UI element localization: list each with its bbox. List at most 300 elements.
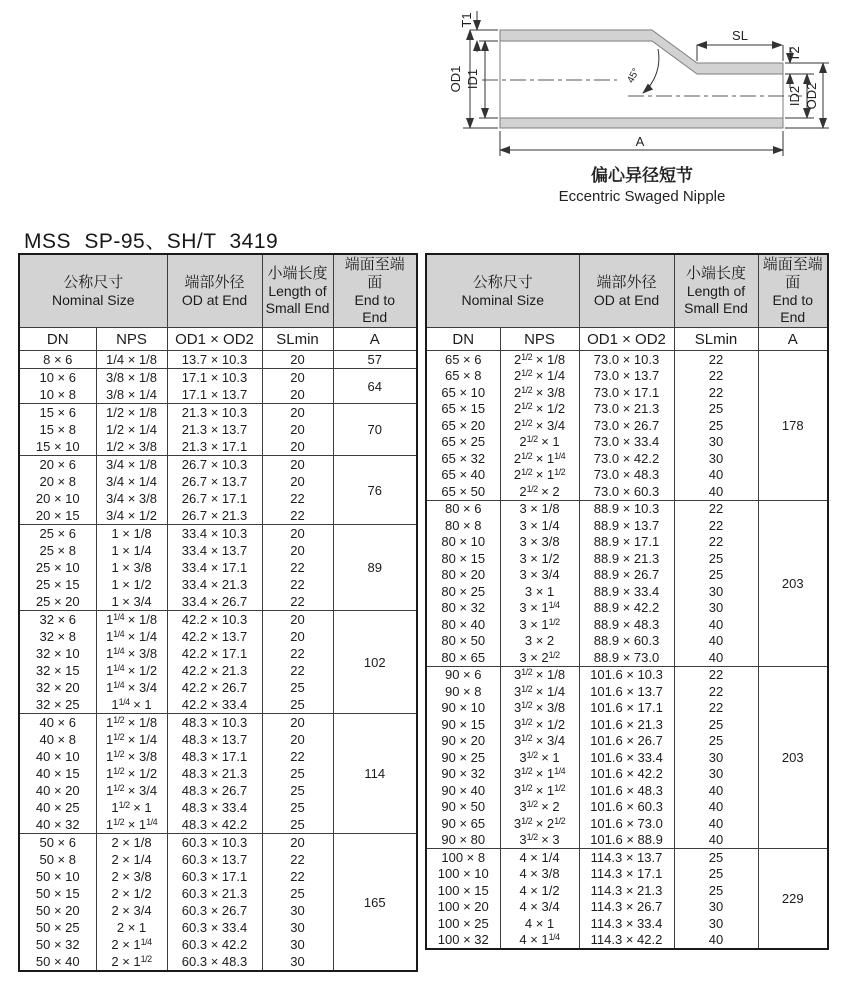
table-subheader-row	[426, 328, 828, 351]
col-header-small-end-length	[674, 254, 758, 328]
od-cell: 73.0 × 26.7	[579, 417, 674, 434]
od-cell: 101.6 × 48.3	[579, 782, 674, 799]
nps-cell: $1^{1/2} \times 1/2$	[96, 765, 167, 782]
od-cell: 33.4 × 21.3	[167, 576, 262, 593]
subheader-a: A	[333, 328, 417, 351]
nps-cell: $1^{1/2} \times 3/8$	[96, 748, 167, 765]
od-cell: 101.6 × 13.7	[579, 683, 674, 700]
od-cell: 88.9 × 60.3	[579, 633, 674, 650]
header-zh: 公称尺寸	[63, 273, 124, 291]
dn-cell: 20 × 10	[19, 490, 96, 507]
subheader-nps: NPS	[96, 328, 167, 351]
slmin-cell: 30	[674, 450, 758, 467]
nps-cell: $2 \times 1^{1/4}$	[96, 936, 167, 953]
table-header-row	[426, 254, 828, 328]
end-to-end-cell: 64	[333, 369, 417, 404]
header-en: OD at End	[181, 291, 248, 308]
od-cell: 73.0 × 10.3	[579, 351, 674, 368]
slmin-cell: 20	[262, 386, 333, 404]
dn-cell: 25 × 6	[19, 525, 96, 543]
dn-cell: 40 × 32	[19, 816, 96, 834]
dn-cell: 100 × 20	[426, 899, 500, 916]
subheader-nps: NPS	[500, 328, 579, 351]
nps-cell: $3^{1/2} \times 3$	[500, 832, 579, 849]
end-to-end-cell: 76	[333, 456, 417, 525]
od-cell: 26.7 × 10.3	[167, 456, 262, 474]
od-cell: 101.6 × 17.1	[579, 700, 674, 717]
slmin-cell: 20	[262, 525, 333, 543]
od-cell: 48.3 × 10.3	[167, 714, 262, 732]
nps-cell: 3 × 1/8	[500, 500, 579, 517]
nps-cell: 1 × 3/8	[96, 559, 167, 576]
dn-cell: 20 × 6	[19, 456, 96, 474]
nps-cell: $2^{1/2} \times 3/4$	[500, 417, 579, 434]
slmin-cell: 22	[674, 351, 758, 368]
slmin-cell: 22	[674, 534, 758, 551]
dn-cell: 65 × 50	[426, 483, 500, 500]
header-zh: 端面至端面	[344, 256, 405, 291]
od-cell: 88.9 × 10.3	[579, 500, 674, 517]
nps-cell: $1^{1/2} \times 1/8$	[96, 714, 167, 732]
nps-cell: $2^{1/2} \times 1$	[500, 434, 579, 451]
nps-cell: $1^{1/4} \times 1/8$	[96, 611, 167, 629]
dn-cell: 80 × 6	[426, 500, 500, 517]
dn-cell: 90 × 8	[426, 683, 500, 700]
od-cell: 101.6 × 73.0	[579, 815, 674, 832]
table-row	[19, 525, 417, 543]
dn-cell: 90 × 80	[426, 832, 500, 849]
dn-cell: 40 × 10	[19, 748, 96, 765]
slmin-cell: 25	[262, 799, 333, 816]
od-cell: 48.3 × 17.1	[167, 748, 262, 765]
end-to-end-cell: 229	[758, 849, 828, 950]
nps-cell: $2^{1/2} \times 1/4$	[500, 368, 579, 385]
subheader-dn: DN	[19, 328, 96, 351]
dn-cell: 65 × 8	[426, 368, 500, 385]
dn-cell: 65 × 40	[426, 467, 500, 484]
dn-cell: 10 × 8	[19, 386, 96, 404]
od-cell: 114.3 × 17.1	[579, 866, 674, 883]
dn-cell: 8 × 6	[19, 351, 96, 369]
od-cell: 73.0 × 21.3	[579, 401, 674, 418]
nps-cell: 4 × 1/2	[500, 882, 579, 899]
slmin-cell: 22	[262, 507, 333, 525]
od-cell: 60.3 × 48.3	[167, 953, 262, 971]
dn-cell: 10 × 6	[19, 369, 96, 387]
nps-cell: $2^{1/2} \times 1^{1/2}$	[500, 467, 579, 484]
subheader-od1xod2: OD1 × OD2	[167, 328, 262, 351]
nps-cell: $3^{1/2} \times 1$	[500, 749, 579, 766]
nps-cell: 3 × 1/2	[500, 550, 579, 567]
nps-cell: 2 × 3/4	[96, 902, 167, 919]
dn-cell: 90 × 15	[426, 716, 500, 733]
od-cell: 26.7 × 21.3	[167, 507, 262, 525]
nps-cell: 3/8 × 1/8	[96, 369, 167, 387]
dn-cell: 40 × 20	[19, 782, 96, 799]
table-row	[19, 714, 417, 732]
slmin-cell: 22	[674, 683, 758, 700]
od-cell: 26.7 × 13.7	[167, 473, 262, 490]
slmin-cell: 30	[262, 919, 333, 936]
od-cell: 60.3 × 42.2	[167, 936, 262, 953]
nps-cell: $3 \times 2^{1/2}$	[500, 649, 579, 666]
slmin-cell: 22	[262, 645, 333, 662]
od-cell: 73.0 × 60.3	[579, 483, 674, 500]
dn-cell: 25 × 20	[19, 593, 96, 611]
dn-cell: 80 × 50	[426, 633, 500, 650]
dn-cell: 80 × 32	[426, 600, 500, 617]
od-cell: 114.3 × 26.7	[579, 899, 674, 916]
dim-label-od2: OD2	[804, 82, 819, 110]
slmin-cell: 30	[674, 915, 758, 932]
table-row	[19, 369, 417, 387]
subheader-slmin: SLmin	[674, 328, 758, 351]
nps-cell: 1/4 × 1/8	[96, 351, 167, 369]
nps-cell: 4 × 1	[500, 915, 579, 932]
dn-cell: 65 × 32	[426, 450, 500, 467]
od-cell: 48.3 × 33.4	[167, 799, 262, 816]
od-cell: 73.0 × 33.4	[579, 434, 674, 451]
dn-cell: 80 × 10	[426, 534, 500, 551]
od-cell: 48.3 × 26.7	[167, 782, 262, 799]
dn-cell: 20 × 8	[19, 473, 96, 490]
od-cell: 88.9 × 17.1	[579, 534, 674, 551]
table-row	[19, 404, 417, 422]
slmin-cell: 25	[674, 417, 758, 434]
slmin-cell: 40	[674, 815, 758, 832]
dn-cell: 32 × 6	[19, 611, 96, 629]
slmin-cell: 22	[262, 593, 333, 611]
nps-cell: $4 \times 1^{1/4}$	[500, 932, 579, 950]
dim-label-t2: T2	[787, 46, 802, 62]
dim-label-id1: ID1	[465, 68, 480, 90]
end-to-end-cell: 203	[758, 666, 828, 849]
nps-cell: 3 × 1/4	[500, 517, 579, 534]
od-cell: 21.3 × 10.3	[167, 404, 262, 422]
dn-cell: 32 × 10	[19, 645, 96, 662]
nps-cell: $3 \times 1^{1/4}$	[500, 600, 579, 617]
nps-cell: 2 × 3/8	[96, 868, 167, 885]
table-row	[426, 500, 828, 517]
dn-cell: 65 × 6	[426, 351, 500, 368]
od-cell: 73.0 × 42.2	[579, 450, 674, 467]
header-zh: 公称尺寸	[472, 273, 533, 291]
dn-cell: 65 × 25	[426, 434, 500, 451]
slmin-cell: 22	[674, 700, 758, 717]
od-cell: 17.1 × 10.3	[167, 369, 262, 387]
slmin-cell: 20	[262, 438, 333, 456]
od-cell: 21.3 × 13.7	[167, 421, 262, 438]
dn-cell: 32 × 20	[19, 679, 96, 696]
slmin-cell: 25	[674, 401, 758, 418]
od-cell: 88.9 × 33.4	[579, 583, 674, 600]
nps-cell: $3^{1/2} \times 1/4$	[500, 683, 579, 700]
nps-cell: $1^{1/2} \times 1$	[96, 799, 167, 816]
od-cell: 88.9 × 21.3	[579, 550, 674, 567]
nps-cell: $3^{1/2} \times 3/8$	[500, 700, 579, 717]
nps-cell: $3^{1/2} \times 1/2$	[500, 716, 579, 733]
header-en: Length of Small End	[684, 283, 748, 316]
dn-cell: 50 × 10	[19, 868, 96, 885]
slmin-cell: 22	[674, 500, 758, 517]
standard-title: MSS SP-95、SH/T 3419	[24, 230, 279, 253]
slmin-cell: 30	[262, 953, 333, 971]
nps-cell: 3 × 3/4	[500, 567, 579, 584]
end-to-end-cell: 178	[758, 351, 828, 501]
slmin-cell: 20	[262, 421, 333, 438]
dn-cell: 50 × 8	[19, 851, 96, 868]
slmin-cell: 40	[674, 799, 758, 816]
end-to-end-cell: 70	[333, 404, 417, 456]
nps-cell: 2 × 1/2	[96, 885, 167, 902]
nps-cell: 3/8 × 1/4	[96, 386, 167, 404]
dn-cell: 80 × 25	[426, 583, 500, 600]
slmin-cell: 25	[262, 816, 333, 834]
slmin-cell: 20	[262, 731, 333, 748]
od-cell: 60.3 × 21.3	[167, 885, 262, 902]
dn-cell: 50 × 25	[19, 919, 96, 936]
od-cell: 114.3 × 42.2	[579, 932, 674, 950]
slmin-cell: 22	[262, 662, 333, 679]
eccentric-swaged-nipple-diagram	[430, 5, 845, 215]
dim-label-t1: T1	[459, 12, 474, 28]
subheader-dn: DN	[426, 328, 500, 351]
dn-cell: 100 × 25	[426, 915, 500, 932]
nps-cell: $2^{1/2} \times 1^{1/4}$	[500, 450, 579, 467]
col-header-end-to-end	[758, 254, 828, 328]
slmin-cell: 25	[262, 765, 333, 782]
nps-cell: $2^{1/2} \times 1/8$	[500, 351, 579, 368]
table-subheader-row	[19, 328, 417, 351]
nps-cell: $3^{1/2} \times 1^{1/4}$	[500, 766, 579, 783]
header-en: End to End	[772, 292, 813, 325]
od-cell: 42.2 × 26.7	[167, 679, 262, 696]
dn-cell: 80 × 65	[426, 649, 500, 666]
od-cell: 114.3 × 13.7	[579, 849, 674, 866]
slmin-cell: 22	[262, 576, 333, 593]
slmin-cell: 25	[674, 716, 758, 733]
dn-cell: 40 × 15	[19, 765, 96, 782]
slmin-cell: 30	[674, 434, 758, 451]
subheader-a: A	[758, 328, 828, 351]
od-cell: 17.1 × 13.7	[167, 386, 262, 404]
slmin-cell: 40	[674, 649, 758, 666]
nps-cell: 1 × 1/2	[96, 576, 167, 593]
dim-label-sl: SL	[732, 28, 748, 43]
nps-cell: $3^{1/2} \times 2^{1/2}$	[500, 815, 579, 832]
od-cell: 21.3 × 17.1	[167, 438, 262, 456]
od-cell: 88.9 × 42.2	[579, 600, 674, 617]
angle-label: 45°	[625, 66, 643, 86]
od-cell: 48.3 × 13.7	[167, 731, 262, 748]
header-en: Length of Small End	[265, 283, 330, 316]
od-cell: 88.9 × 48.3	[579, 616, 674, 633]
od-cell: 73.0 × 48.3	[579, 467, 674, 484]
slmin-cell: 40	[674, 483, 758, 500]
dn-cell: 15 × 8	[19, 421, 96, 438]
slmin-cell: 20	[262, 351, 333, 369]
dn-cell: 32 × 25	[19, 696, 96, 714]
slmin-cell: 40	[674, 616, 758, 633]
dn-cell: 50 × 40	[19, 953, 96, 971]
table-row	[426, 849, 828, 866]
table-row	[426, 351, 828, 368]
nps-cell: 2 × 1	[96, 919, 167, 936]
dn-cell: 90 × 40	[426, 782, 500, 799]
od-cell: 33.4 × 10.3	[167, 525, 262, 543]
dn-cell: 100 × 8	[426, 849, 500, 866]
od-cell: 60.3 × 33.4	[167, 919, 262, 936]
table-body-left	[19, 351, 417, 972]
table-row	[19, 351, 417, 369]
end-to-end-cell: 102	[333, 611, 417, 714]
od-cell: 42.2 × 21.3	[167, 662, 262, 679]
od-cell: 33.4 × 17.1	[167, 559, 262, 576]
nps-cell: $1^{1/2} \times 1^{1/4}$	[96, 816, 167, 834]
dn-cell: 50 × 6	[19, 834, 96, 852]
nps-cell: 1/2 × 1/4	[96, 421, 167, 438]
nps-cell: $3^{1/2} \times 2$	[500, 799, 579, 816]
slmin-cell: 25	[674, 567, 758, 584]
slmin-cell: 20	[262, 628, 333, 645]
col-header-end-to-end	[333, 254, 417, 328]
dim-label-id2: ID2	[787, 85, 802, 107]
slmin-cell: 30	[674, 600, 758, 617]
col-header-od-at-end	[167, 254, 262, 328]
col-header-nominal-size	[19, 254, 167, 328]
slmin-cell: 40	[674, 782, 758, 799]
slmin-cell: 20	[262, 834, 333, 852]
dn-cell: 100 × 15	[426, 882, 500, 899]
slmin-cell: 22	[262, 868, 333, 885]
nps-cell: 4 × 1/4	[500, 849, 579, 866]
dn-cell: 90 × 65	[426, 815, 500, 832]
slmin-cell: 25	[262, 885, 333, 902]
dim-label-a: A	[635, 134, 645, 149]
table-row	[19, 834, 417, 852]
dn-cell: 40 × 25	[19, 799, 96, 816]
slmin-cell: 22	[674, 368, 758, 385]
header-zh: 端部外径	[596, 273, 657, 291]
slmin-cell: 25	[262, 782, 333, 799]
slmin-cell: 22	[674, 666, 758, 683]
nps-cell: $3 \times 1^{1/2}$	[500, 616, 579, 633]
dn-cell: 65 × 15	[426, 401, 500, 418]
nps-cell: $1^{1/4} \times 3/8$	[96, 645, 167, 662]
header-en: Nominal Size	[461, 291, 544, 308]
slmin-cell: 40	[674, 633, 758, 650]
slmin-cell: 25	[262, 679, 333, 696]
dn-cell: 80 × 15	[426, 550, 500, 567]
col-header-small-end-length	[262, 254, 333, 328]
nps-cell: 3/4 × 3/8	[96, 490, 167, 507]
nps-cell: $1^{1/4} \times 1/4$	[96, 628, 167, 645]
diagram-caption-zh: 偏心异径短节	[591, 166, 693, 185]
slmin-cell: 22	[262, 490, 333, 507]
end-to-end-cell: 203	[758, 500, 828, 666]
slmin-cell: 40	[674, 832, 758, 849]
od-cell: 114.3 × 21.3	[579, 882, 674, 899]
slmin-cell: 25	[674, 882, 758, 899]
slmin-cell: 20	[262, 542, 333, 559]
dn-cell: 90 × 10	[426, 700, 500, 717]
od-cell: 60.3 × 13.7	[167, 851, 262, 868]
od-cell: 101.6 × 33.4	[579, 749, 674, 766]
nps-cell: 1 × 1/8	[96, 525, 167, 543]
nps-cell: $2 \times 1^{1/2}$	[96, 953, 167, 971]
dn-cell: 90 × 20	[426, 733, 500, 750]
dn-cell: 50 × 20	[19, 902, 96, 919]
od-cell: 42.2 × 33.4	[167, 696, 262, 714]
nps-cell: 3 × 3/8	[500, 534, 579, 551]
end-to-end-cell: 57	[333, 351, 417, 369]
nps-cell: 1/2 × 3/8	[96, 438, 167, 456]
nps-cell: $2^{1/2} \times 1/2$	[500, 401, 579, 418]
dn-cell: 80 × 20	[426, 567, 500, 584]
slmin-cell: 20	[262, 611, 333, 629]
col-header-nominal-size	[426, 254, 579, 328]
od-cell: 101.6 × 26.7	[579, 733, 674, 750]
dn-cell: 50 × 32	[19, 936, 96, 953]
slmin-cell: 30	[674, 749, 758, 766]
od-cell: 88.9 × 73.0	[579, 649, 674, 666]
dn-cell: 65 × 10	[426, 384, 500, 401]
slmin-cell: 20	[262, 404, 333, 422]
slmin-cell: 22	[674, 517, 758, 534]
table-header-row	[19, 254, 417, 328]
dn-cell: 40 × 8	[19, 731, 96, 748]
od-cell: 101.6 × 88.9	[579, 832, 674, 849]
dim-label-od1: OD1	[448, 65, 463, 93]
dn-cell: 90 × 6	[426, 666, 500, 683]
slmin-cell: 20	[262, 369, 333, 387]
header-zh: 小端长度	[686, 265, 747, 282]
dn-cell: 65 × 20	[426, 417, 500, 434]
dimension-table-right	[425, 253, 829, 950]
dn-cell: 100 × 10	[426, 866, 500, 883]
end-to-end-cell: 165	[333, 834, 417, 972]
dn-cell: 20 × 15	[19, 507, 96, 525]
slmin-cell: 22	[262, 748, 333, 765]
od-cell: 13.7 × 10.3	[167, 351, 262, 369]
table-row	[426, 666, 828, 683]
nps-cell: $3^{1/2} \times 1/8$	[500, 666, 579, 683]
od-cell: 60.3 × 26.7	[167, 902, 262, 919]
dn-cell: 90 × 50	[426, 799, 500, 816]
end-to-end-cell: 114	[333, 714, 417, 834]
subheader-slmin: SLmin	[262, 328, 333, 351]
od-cell: 88.9 × 26.7	[579, 567, 674, 584]
slmin-cell: 20	[262, 473, 333, 490]
diagram-caption-en: Eccentric Swaged Nipple	[558, 188, 726, 205]
table-body-right	[426, 351, 828, 950]
slmin-cell: 30	[262, 936, 333, 953]
od-cell: 101.6 × 21.3	[579, 716, 674, 733]
slmin-cell: 25	[674, 866, 758, 883]
dn-cell: 25 × 10	[19, 559, 96, 576]
dn-cell: 90 × 25	[426, 749, 500, 766]
nps-cell: 3/4 × 1/4	[96, 473, 167, 490]
nps-cell: $3^{1/2} \times 1^{1/2}$	[500, 782, 579, 799]
dn-cell: 50 × 15	[19, 885, 96, 902]
slmin-cell: 20	[262, 456, 333, 474]
nps-cell: 3 × 2	[500, 633, 579, 650]
dn-cell: 80 × 8	[426, 517, 500, 534]
dn-cell: 15 × 6	[19, 404, 96, 422]
slmin-cell: 30	[674, 766, 758, 783]
od-cell: 60.3 × 17.1	[167, 868, 262, 885]
nps-cell: $1^{1/2} \times 3/4$	[96, 782, 167, 799]
